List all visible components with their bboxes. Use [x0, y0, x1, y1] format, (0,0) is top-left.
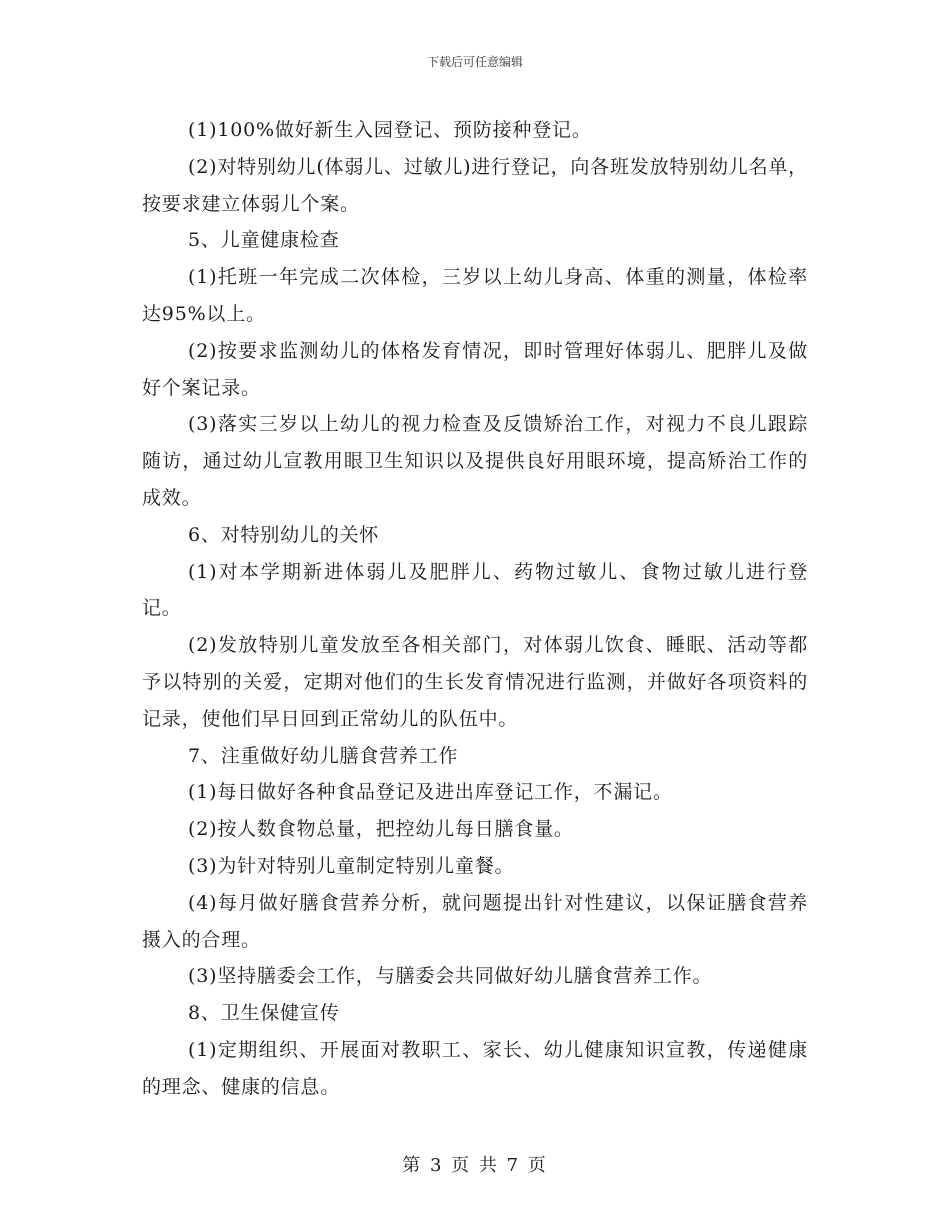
section-heading: 6、对特别幼儿的关怀: [188, 523, 380, 546]
paragraph: (1)对本学期新进体弱儿及肥胖儿、药物过敏儿、食物过敏儿进行登记。: [142, 560, 808, 620]
paragraph: (1)定期组织、开展面对教职工、家长、幼儿健康知识宣教，传递健康的理念、健康的信息。: [142, 1038, 808, 1098]
document-body: [142, 112, 808, 1106]
paragraph: (2)对特别幼儿(体弱儿、过敏儿)进行登记，向各班发放特别幼儿名单，按要求建立体弱儿个案。: [142, 155, 808, 215]
paragraph: (1)托班一年完成二次体检，三岁以上幼儿身高、体重的测量，体检率达95%以上。: [142, 266, 808, 325]
page-number-footer: 第 3 页 共 7 页: [402, 1155, 548, 1176]
paragraph: (2)发放特别儿童发放至各相关部门，对体弱儿饮食、睡眠、活动等都予以特别的关爱，定期对他们的生长发育情况进行监测，并做好各项资料的记录，使他们早日回到正常幼儿的队伍中。: [142, 634, 808, 730]
paragraph: (1)每日做好各种食品登记及进出库登记工作，不漏记。: [188, 781, 673, 804]
paragraph: (3)为针对特别儿童制定特别儿童餐。: [188, 854, 515, 877]
paragraph: (2)按人数食物总量，把控幼儿每日膳食量。: [188, 818, 574, 841]
section-heading: 8、卫生保健宣传: [188, 1002, 340, 1025]
section-heading: 5、儿童健康检查: [188, 229, 340, 252]
paragraph: (3)落实三岁以上幼儿的视力检查及反馈矫治工作，对视力不良儿跟踪随访，通过幼儿宣教用眼卫生知识以及提供良好用眼环境，提高矫治工作的成效。: [142, 413, 808, 509]
paragraph: (1)100%做好新生入园登记、预防接种登记。: [188, 119, 592, 141]
paragraph: (3)坚持膳委会工作，与膳委会共同做好幼儿膳食营养工作。: [188, 965, 713, 988]
section-heading: 7、注重做好幼儿膳食营养工作: [188, 744, 459, 767]
paragraph: (4)每月做好膳食营养分析，就问题提出针对性建议，以保证膳食营养摄入的合理。: [142, 891, 808, 951]
paragraph: (2)按要求监测幼儿的体格发育情况，即时管理好体弱儿、肥胖儿及做好个案记录。: [142, 339, 808, 399]
page-header: 下载后可任意编辑: [426, 55, 523, 69]
